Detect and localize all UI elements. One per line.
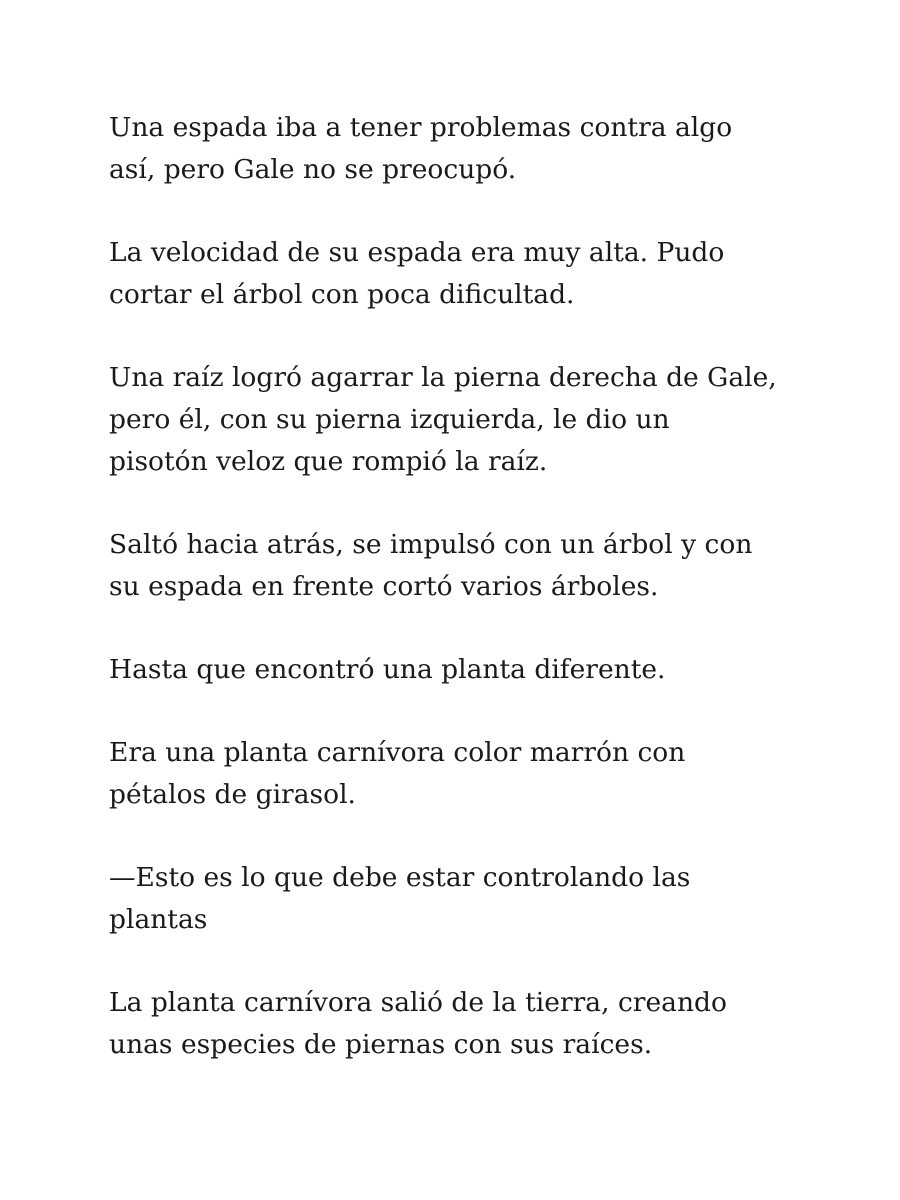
text-line: pétalos de girasol. [109, 779, 356, 810]
text-line: Una espada iba a tener problemas contra algo [109, 112, 733, 143]
text-line: —Esto es lo que debe estar controlando las [109, 862, 691, 893]
paragraph-3 [109, 357, 809, 483]
paragraph-4 [109, 524, 809, 608]
text-line: Era una planta carnívora color marrón con [109, 737, 686, 768]
paragraph-7 [109, 857, 809, 941]
document-page [109, 107, 809, 1107]
text-line: La velocidad de su espada era muy alta. Pudo [109, 237, 725, 268]
text-line: así, pero Gale no se preocupó. [109, 154, 517, 185]
text-line: Hasta que encontró una planta diferente. [109, 654, 666, 685]
text-line: unas especies de piernas con sus raíces. [109, 1029, 653, 1060]
text-line: pisotón veloz que rompió la raíz. [109, 446, 548, 477]
paragraph-5 [109, 649, 809, 691]
text-line: plantas [109, 904, 208, 935]
text-line: Una raíz logró agarrar la pierna derecha de Gale, [109, 362, 777, 393]
text-line: su espada en frente cortó varios árboles. [109, 571, 659, 602]
text-line: La planta carnívora salió de la tierra, creando [109, 987, 727, 1018]
paragraph-1 [109, 107, 809, 191]
paragraph-8 [109, 982, 809, 1066]
text-line: cortar el árbol con poca dificultad. [109, 279, 575, 310]
paragraph-6 [109, 732, 809, 816]
text-line: pero él, con su pierna izquierda, le dio un [109, 404, 670, 435]
paragraph-2 [109, 232, 809, 316]
text-line: Saltó hacia atrás, se impulsó con un árbol y con [109, 529, 753, 560]
